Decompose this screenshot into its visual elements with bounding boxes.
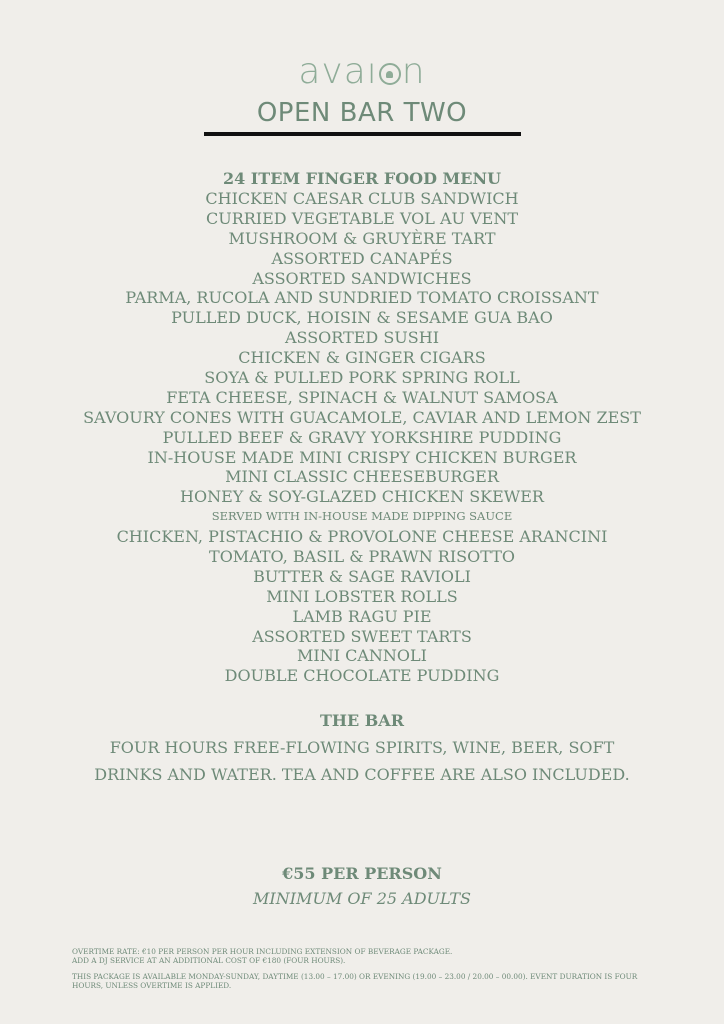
menu-item: TOMATO, BASIL & PRAWN RISOTTO — [209, 547, 515, 567]
menu-item: CHICKEN, PISTACHIO & PROVOLONE CHEESE ARANCINI — [116, 527, 608, 547]
menu-item: ASSORTED SANDWICHES — [252, 268, 472, 288]
menu-item: IN-HOUSE MADE MINI CRISPY CHICKEN BURGER — [147, 447, 577, 467]
fine-print-line: OVERTIME RATE: €10 PER PERSON PER HOUR INCLUDING EXTENSION OF BEVERAGE PACKAGE. — [72, 947, 453, 956]
bar-description: FOUR HOURS FREE-FLOWING SPIRITS, WINE, BEER, SOFT DRINKS AND WATER. TEA AND COFFEE ARE ALSO INCLUDED. — [94, 738, 630, 784]
title-divider — [204, 132, 521, 136]
fine-print-line: ADD A DJ SERVICE AT AN ADDITIONAL COST OF €180 (FOUR HOURS). — [72, 956, 346, 965]
fine-print-line: THIS PACKAGE IS AVAILABLE MONDAY-SUNDAY, DAYTIME (13.00 – 17.00) OR EVENING (19.00 – 23.00 / 20.00 – 00.00). EVENT DURATION IS FOUR HOURS, UNLESS OVERTIME IS APPLIED. — [72, 972, 638, 990]
menu-item: PARMA, RUCOLA AND SUNDRIED TOMATO CROISSANT — [125, 288, 599, 308]
page-title: OPEN BAR TWO — [256, 98, 468, 128]
price: €55 PER PERSON — [282, 864, 442, 883]
menu-item: SOYA & PULLED PORK SPRING ROLL — [204, 368, 520, 388]
logo-text-start: avaı — [298, 51, 378, 92]
logo-text-end: n — [401, 51, 426, 92]
menu-item: ASSORTED SUSHI — [284, 328, 440, 348]
menu-heading: 24 ITEM FINGER FOOD MENU — [222, 169, 502, 188]
menu-list — [0, 189, 724, 686]
menu-item: PULLED DUCK, HOISIN & SESAME GUA BAO — [171, 308, 553, 328]
menu-item: CURRIED VEGETABLE VOL AU VENT — [205, 208, 519, 228]
menu-item: ASSORTED CANAPÉS — [271, 248, 453, 268]
menu-item: HONEY & SOY-GLAZED CHICKEN SKEWER — [180, 487, 544, 507]
avalon-logo — [0, 50, 724, 94]
menu-item: CHICKEN & GINGER CIGARS — [238, 348, 486, 368]
minimum-guests: MINIMUM OF 25 ADULTS — [253, 889, 471, 908]
bar-heading: THE BAR — [319, 711, 405, 730]
menu-item: DOUBLE CHOCOLATE PUDDING — [224, 666, 500, 686]
menu-item: BUTTER & SAGE RAVIOLI — [253, 566, 471, 586]
menu-item: CHICKEN CAESAR CLUB SANDWICH — [205, 189, 519, 208]
menu-item: PULLED BEEF & GRAVY YORKSHIRE PUDDING — [162, 427, 562, 447]
menu-item: MINI LOBSTER ROLLS — [266, 586, 458, 606]
menu-item: MINI CLASSIC CHEESEBURGER — [225, 467, 499, 487]
menu-item: LAMB RAGU PIE — [292, 606, 432, 626]
logo-o-mark-icon — [379, 63, 401, 85]
menu-item: SAVOURY CONES WITH GUACAMOLE, CAVIAR AND LEMON ZEST — [83, 407, 641, 427]
menu-item-note: SERVED WITH IN-HOUSE MADE DIPPING SAUCE — [211, 509, 513, 524]
menu-item: ASSORTED SWEET TARTS — [252, 626, 472, 646]
menu-item: FETA CHEESE, SPINACH & WALNUT SAMOSA — [166, 387, 558, 407]
menu-item: MINI CANNOLI — [297, 646, 427, 666]
fine-print-overtime — [72, 947, 662, 965]
menu-item: MUSHROOM & GRUYÈRE TART — [228, 228, 496, 248]
fine-print-availability — [72, 972, 662, 990]
